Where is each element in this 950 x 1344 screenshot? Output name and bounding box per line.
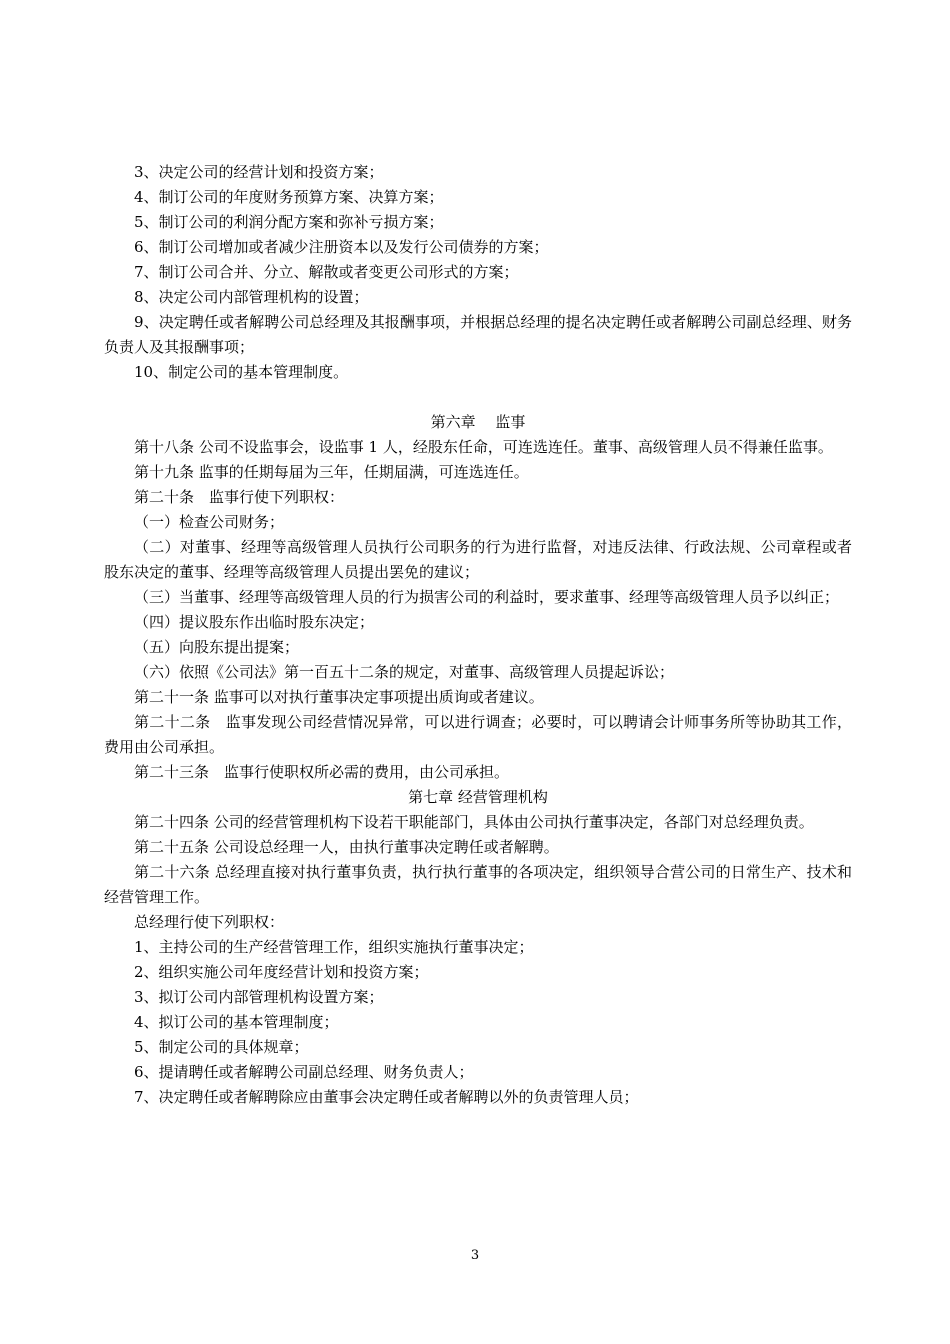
list-item: 4、制订公司的年度财务预算方案、决算方案； (134, 188, 444, 206)
list-item: 10、制定公司的基本管理制度。 (134, 363, 349, 381)
list-item: 4、拟订公司的基本管理制度； (134, 1013, 339, 1031)
list-item: 3、拟订公司内部管理机构设置方案； (134, 988, 384, 1006)
list-item: 6、提请聘任或者解聘公司副总经理、财务负责人； (134, 1063, 474, 1081)
list-item: 8、决定公司内部管理机构的设置； (134, 288, 369, 306)
article-20: 第二十条 监事行使下列职权： (134, 488, 345, 506)
list-item: （五）向股东提出提案； (134, 638, 300, 656)
list-item: 5、制定公司的具体规章； (134, 1038, 309, 1056)
list-item: （六）依照《公司法》第一百五十二条的规定，对董事、高级管理人员提起诉讼； (134, 663, 675, 681)
article-26: 第二十六条 总经理直接对执行董事负责，执行执行董事的各项决定，组织领导合营公司的日常生产、技术和经营管理工作。 (104, 863, 852, 906)
list-item: 7、制订公司合并、分立、解散或者变更公司形式的方案； (134, 263, 519, 281)
powers-intro: 总经理行使下列职权： (134, 913, 285, 931)
list-item: （一）检查公司财务； (134, 513, 285, 531)
page-number: 3 (470, 1248, 480, 1263)
article-22: 第二十二条 监事发现公司经营情况异常，可以进行调查；必要时，可以聘请会计师事务所等协助其工作，费用由公司承担。 (104, 713, 852, 756)
list-item: 5、制订公司的利润分配方案和弥补亏损方案； (134, 213, 444, 231)
list-item: （四）提议股东作出临时股东决定； (134, 613, 375, 631)
list-item: （二）对董事、经理等高级管理人员执行公司职务的行为进行监督，对违反法律、行政法规、公司章程或者股东决定的董事、经理等高级管理人员提出罢免的建议； (104, 538, 852, 581)
chapter-6-title: 第六章 监事 (430, 413, 526, 431)
list-item: 6、制订公司增加或者减少注册资本以及发行公司债券的方案； (134, 238, 549, 256)
article-25: 第二十五条 公司设总经理一人，由执行董事决定聘任或者解聘。 (134, 838, 559, 856)
list-item: 3、决定公司的经营计划和投资方案； (134, 163, 384, 181)
list-item: （三）当董事、经理等高级管理人员的行为损害公司的利益时，要求董事、经理等高级管理人员予以纠正； (134, 588, 840, 606)
list-item: 1、主持公司的生产经营管理工作，组织实施执行董事决定； (134, 938, 534, 956)
document-body (104, 160, 852, 1110)
article-19: 第十九条 监事的任期每届为三年，任期届满，可连选连任。 (134, 463, 529, 481)
article-24: 第二十四条 公司的经营管理机构下设若干职能部门，具体由公司执行董事决定，各部门对总经理负责。 (134, 813, 814, 831)
article-18: 第十八条 公司不设监事会，设监事 1 人，经股东任命，可连选连任。董事、高级管理人员不得兼任监事。 (134, 438, 833, 456)
chapter-7-title: 第七章 经营管理机构 (408, 788, 548, 806)
list-item: 2、组织实施公司年度经营计划和投资方案； (134, 963, 429, 981)
list-item: 9、决定聘任或者解聘公司总经理及其报酬事项，并根据总经理的提名决定聘任或者解聘公司副总经理、财务负责人及其报酬事项； (104, 313, 852, 356)
article-23: 第二十三条 监事行使职权所必需的费用，由公司承担。 (134, 763, 510, 781)
article-21: 第二十一条 监事可以对执行董事决定事项提出质询或者建议。 (134, 688, 544, 706)
list-item: 7、决定聘任或者解聘除应由董事会决定聘任或者解聘以外的负责管理人员； (134, 1088, 639, 1106)
